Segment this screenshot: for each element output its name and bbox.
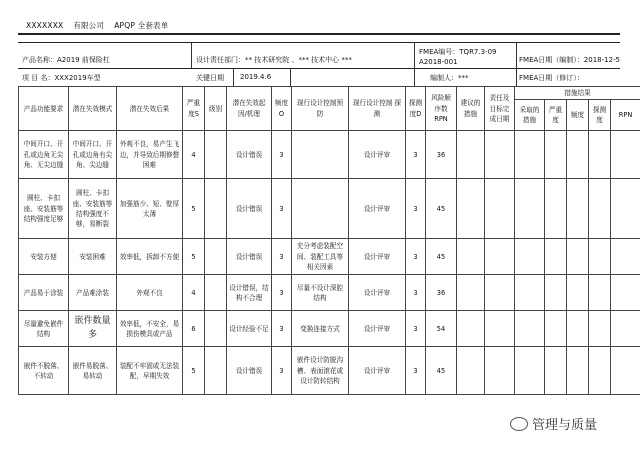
col-occurrence: 频度O xyxy=(272,87,292,131)
col-detection: 探测度D xyxy=(406,87,426,131)
key-date-value: 2019.4.6 xyxy=(240,73,272,81)
project-name: 项 目 名：XXX2019车型 xyxy=(22,74,101,82)
col-failure-mode: 潜在失效模式 xyxy=(69,87,117,131)
col-r-severity: 严重度 xyxy=(545,100,567,131)
col-r-rpn: RPN xyxy=(611,100,640,131)
col-cause: 潜在失效起因/机理 xyxy=(227,87,272,131)
company-suffix: 有限公司 xyxy=(73,21,105,30)
watermark xyxy=(510,414,597,433)
key-date-label: 关键日期 xyxy=(196,74,224,82)
fmea-date: FMEA日期（编制）：2018-12-5 xyxy=(519,56,621,64)
preparer: 编制人：*** xyxy=(430,74,469,82)
design-dept: 设计责任部门：** 技术研究院 、*** 技术中心 *** xyxy=(196,56,352,64)
table-row: 产品易于涂装 产品难涂装 外观不良 4 设计错误，结构不合理 3 尽量不设计深腔结构 设计评审 3 36 xyxy=(19,275,640,311)
table-row: 安装方便 安装困难 效率低，拆卸不方便 5 设计错误 3 充分考虑装配空间、装配工具等相关因素 设计评审 3 45 xyxy=(19,239,640,275)
fmea-table xyxy=(18,86,640,395)
table-header-row xyxy=(19,87,640,100)
document-header xyxy=(26,20,178,31)
col-effect: 潜在失效后果 xyxy=(117,87,183,131)
table-row: 中间开口、开孔或边角无尖角、无尖边缝 中间开口、开孔或边角有尖角、尖边缝 外观不良，易产生飞边，并导致后期修整困难 4 设计错误 3 设计评审 3 36 xyxy=(19,131,640,179)
product-name: 产品名称：A2019 前保险杠 xyxy=(22,56,110,64)
col-rpn: 风险顺序数RPN xyxy=(426,87,457,131)
wechat-icon xyxy=(510,417,528,431)
table-row: 嵌件不脱落、不转动 嵌件易脱落、易转动 装配不牢固或无法装配，早期失效 5 设计错误 3 嵌件设计防脱沟槽、表面滚花或设计防转结构 设计评审 3 45 xyxy=(19,347,640,395)
watermark-text: 管理与质量 xyxy=(532,418,598,433)
col-recommended: 建议的措施 xyxy=(457,87,485,131)
table-row: 尽量避免嵌件结构 嵌件数量多 效率低，不安全，易损伤模具或产品 6 设计经验不足 3 变换连接方式 设计评审 3 54 xyxy=(19,311,640,347)
col-r-occurrence: 频度 xyxy=(567,100,589,131)
col-prevention: 现行设计控制预防 xyxy=(292,87,349,131)
fmea-number: FMEA编号：TQR7.3-09 xyxy=(419,48,497,56)
col-class: 级别 xyxy=(205,87,227,131)
fmea-number-2: A2018-001 xyxy=(419,58,458,66)
col-r-detection: 探测度 xyxy=(589,100,611,131)
document-title: APQP 全套表单 xyxy=(114,21,169,30)
company-name: XXXXXXX xyxy=(26,21,64,30)
fmea-rev-date: FMEA日期（修订）： xyxy=(519,74,584,82)
table-row: 圆柱、卡扣座、安装筋等结构强度足够 圆柱、卡扣座、安装筋等结构强度不够，易断裂 加强筋少、短、壁厚太薄 5 设计错误 3 设计评审 3 45 xyxy=(19,179,640,239)
col-results: 措施结果 xyxy=(515,87,640,100)
col-severity: 严重度S xyxy=(183,87,205,131)
col-function: 产品功能要求 xyxy=(19,87,69,131)
col-detection-control: 现行设计控制 探测 xyxy=(349,87,406,131)
col-responsibility: 责任及目标完成日期 xyxy=(485,87,515,131)
col-action-taken: 采取的措施 xyxy=(515,100,545,131)
